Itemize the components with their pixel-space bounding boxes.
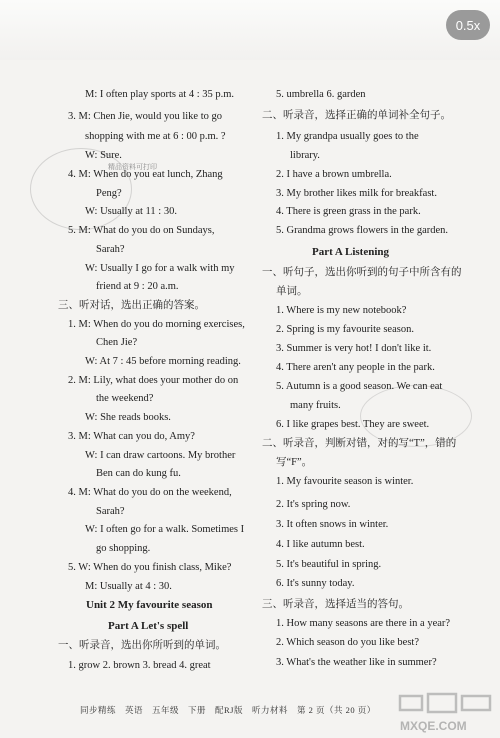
text-line: W: Usually I go for a walk with my <box>85 263 235 274</box>
text-line: 1. My grandpa usually goes to the <box>276 131 419 142</box>
text-line: 三、听录音，选择适当的答句。 <box>262 599 409 610</box>
text-line: Sarah? <box>96 506 125 517</box>
text-line: 1. Where is my new notebook? <box>276 305 407 316</box>
text-line: Sarah? <box>96 244 125 255</box>
text-line: 2. Spring is my favourite season. <box>276 324 414 335</box>
text-line: 3. My brother likes milk for breakfast. <box>276 188 437 199</box>
text-line: 2. M: Lily, what does your mother do on <box>68 375 239 386</box>
top-strip <box>0 0 500 60</box>
text-line: W: I can draw cartoons. My brother <box>85 450 236 461</box>
text-line: 5. W: When do you finish class, Mike? <box>68 562 232 573</box>
text-line: 5. M: What do you do on Sundays, <box>68 225 215 236</box>
text-line: 3. It often snows in winter. <box>276 519 389 530</box>
text-line: 4. There is green grass in the park. <box>276 206 421 217</box>
text-line: many fruits. <box>290 400 341 411</box>
text-line: 3. M: What can you do, Amy? <box>68 431 195 442</box>
text-line: 4. M: What do you do on the weekend, <box>68 487 232 498</box>
text-line: Peng? <box>96 188 122 199</box>
text-line: 二、听录音，选择正确的单词补全句子。 <box>262 110 451 121</box>
watermark-text: 精品资料可打印 <box>108 163 157 171</box>
site-logo <box>394 688 498 734</box>
text-line: 写“F”。 <box>276 457 313 468</box>
text-line: 2. It's spring now. <box>276 499 351 510</box>
text-line: W: She reads books. <box>85 412 171 423</box>
text-line: 5. Grandma grows flowers in the garden. <box>276 225 449 236</box>
text-line: shopping with me at 6 : 00 p.m. ? <box>85 131 226 142</box>
text-line: 一、听句子，选出你听到的句子中所含有的 <box>262 267 462 278</box>
text-line: 5. umbrella 6. garden <box>276 89 366 100</box>
text-line: 4. There aren't any people in the park. <box>276 362 435 373</box>
text-line: 1. How many seasons are there in a year? <box>276 618 451 629</box>
text-line: go shopping. <box>96 543 151 554</box>
section-heading: Part A Let's spell <box>108 620 189 632</box>
text-line: 二、听录音，判断对错，对的写“T”，错的 <box>262 438 457 449</box>
text-line: 3. What's the weather like in summer? <box>276 657 437 668</box>
footer-text: 同步精练 英语 五年级 下册 配RJ版 听力材料 第 2 页（共 20 页） <box>80 705 376 715</box>
section-heading: Unit 2 My favourite season <box>86 599 213 611</box>
text-line: W: Usually at 11 : 30. <box>85 206 177 217</box>
text-line: 三、听对话，选出正确的答案。 <box>58 300 205 311</box>
text-line: Ben can do kung fu. <box>96 468 181 479</box>
text-line: 6. It's sunny today. <box>276 578 355 589</box>
text-line: 3. Summer is very hot! I don't like it. <box>276 343 432 354</box>
text-line: Chen Jie? <box>96 337 138 348</box>
text-line: 2. I have a brown umbrella. <box>276 169 392 180</box>
text-line: 1. grow 2. brown 3. bread 4. great <box>68 660 211 671</box>
text-line: 1. M: When do you do morning exercises, <box>68 319 245 330</box>
text-line: 3. M: Chen Jie, would you like to go <box>68 111 222 122</box>
text-line: W: At 7 : 45 before morning reading. <box>85 356 241 367</box>
section-heading: Part A Listening <box>312 246 390 258</box>
zoom-indicator[interactable]: 0.5x <box>446 10 490 40</box>
text-line: 一、听录音，选出你所听到的单词。 <box>58 640 226 651</box>
text-line: W: I often go for a walk. Sometimes I <box>85 524 245 535</box>
text-line: 4. I like autumn best. <box>276 539 365 550</box>
text-line: 2. Which season do you like best? <box>276 637 419 648</box>
text-line: friend at 9 : 20 a.m. <box>96 281 179 292</box>
text-line: library. <box>290 150 320 161</box>
text-line: M: Usually at 4 : 30. <box>85 581 172 592</box>
logo-text: MXQE.COM <box>400 719 467 733</box>
text-line: 5. It's beautiful in spring. <box>276 559 382 570</box>
text-line: M: I often play sports at 4 : 35 p.m. <box>85 89 235 100</box>
text-line: 5. Autumn is a good season. We can eat <box>276 381 443 392</box>
text-line: 1. My favourite season is winter. <box>276 476 414 487</box>
text-line: W: Sure. <box>85 150 122 161</box>
text-line: 4. M: When do you eat lunch, Zhang <box>68 169 223 180</box>
text-line: 单词。 <box>276 286 308 297</box>
text-line: 6. I like grapes best. They are sweet. <box>276 419 430 430</box>
text-line: the weekend? <box>96 393 154 404</box>
